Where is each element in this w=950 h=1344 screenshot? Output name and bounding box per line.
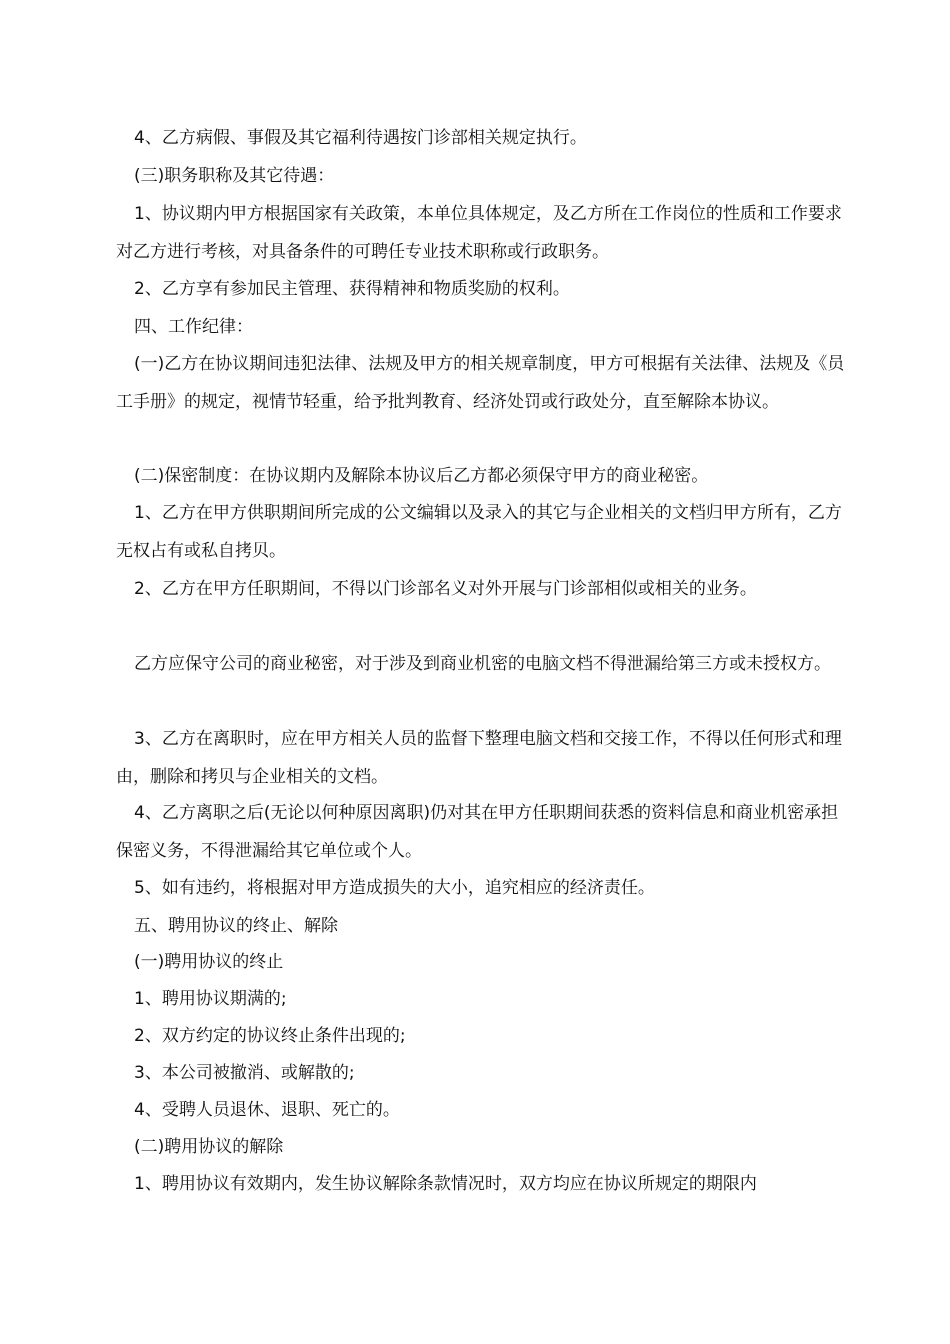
paragraph-violations: (一)乙方在协议期间违犯法律、法规及甲方的相关规章制度，甲方可根据有关法律、法规及《员工手册》的规定，视情节轻重，给予批判教育、经济处罚或行政处分，直至解除本协议。 bbox=[116, 354, 845, 412]
heading-dissolution: (二)聘用协议的解除 bbox=[134, 1137, 284, 1157]
list-item-agreed-condition: 2、双方约定的协议终止条件出现的; bbox=[134, 1026, 406, 1046]
paragraph-dissolution-terms: 1、聘用协议有效期内，发生协议解除条款情况时，双方均应在协议所规定的期限内 bbox=[134, 1174, 757, 1194]
paragraph-sick-leave: 4、乙方病假、事假及其它福利待遇按门诊部相关规定执行。 bbox=[134, 128, 587, 148]
list-item-company-dissolved: 3、本公司被撤消、或解散的; bbox=[134, 1063, 355, 1083]
paragraph-document-ownership: 1、乙方在甲方供职期间所完成的公文编辑以及录入的其它与企业相关的文档归甲方所有，乙方无权占有或私自拷贝。 bbox=[116, 503, 842, 561]
heading-termination: (一)聘用协议的终止 bbox=[134, 952, 284, 972]
list-item-term-expired: 1、聘用协议期满的; bbox=[134, 989, 287, 1009]
heading-job-title-benefits: (三)职务职称及其它待遇： bbox=[134, 166, 335, 186]
paragraph-post-departure-secrecy: 4、乙方离职之后(无论以何种原因离职)仍对其在甲方任职期间获悉的资料信息和商业机密承担保密义务，不得泄漏给其它单位或个人。 bbox=[116, 803, 839, 861]
paragraph-departure-handover: 3、乙方在离职时，应在甲方相关人员的监督下整理电脑文档和交接工作，不得以任何形式和理由，删除和拷贝与企业相关的文档。 bbox=[116, 729, 842, 787]
paragraph-breach-liability: 5、如有违约，将根据对甲方造成损失的大小，追究相应的经济责任。 bbox=[134, 878, 655, 898]
paragraph-trade-secrets: 乙方应保守公司的商业秘密，对于涉及到商业机密的电脑文档不得泄漏给第三方或未授权方。 bbox=[134, 654, 831, 674]
paragraph-democratic-management: 2、乙方享有参加民主管理、获得精神和物质奖励的权利。 bbox=[134, 279, 570, 299]
heading-termination-dissolution: 五、聘用协议的终止、解除 bbox=[134, 916, 338, 936]
heading-work-discipline: 四、工作纪律： bbox=[134, 317, 253, 337]
list-item-retirement-death: 4、受聘人员退休、退职、死亡的。 bbox=[134, 1100, 400, 1120]
paragraph-confidentiality-system: (二)保密制度：在协议期内及解除本协议后乙方都必须保守甲方的商业秘密。 bbox=[134, 466, 709, 486]
paragraph-no-competing-business: 2、乙方在甲方任职期间，不得以门诊部名义对外开展与门诊部相似或相关的业务。 bbox=[134, 579, 757, 599]
paragraph-assessment: 1、协议期内甲方根据国家有关政策，本单位具体规定，及乙方所在工作岗位的性质和工作要求对乙方进行考核，对具备条件的可聘任专业技术职称或行政职务。 bbox=[116, 204, 842, 262]
